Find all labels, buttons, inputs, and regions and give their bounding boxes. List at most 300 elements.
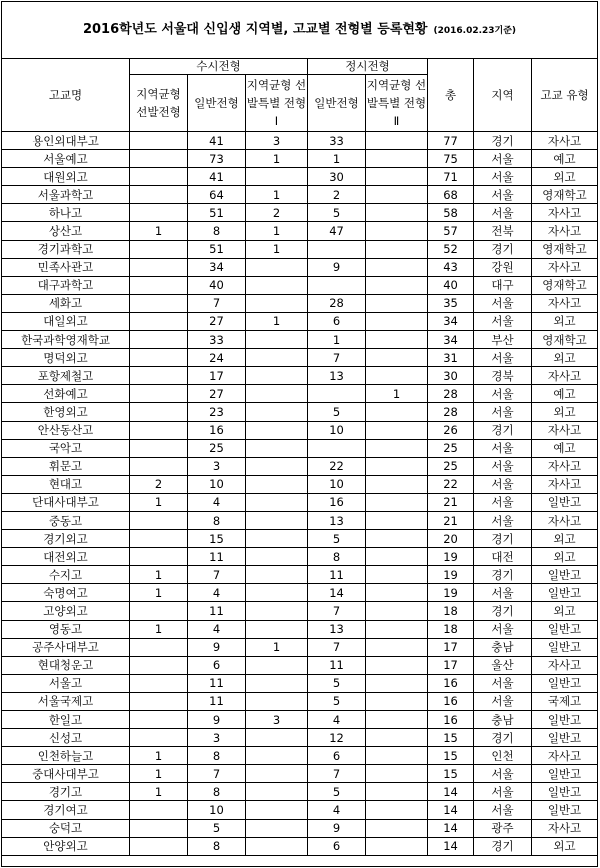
total-cell: 68 — [428, 186, 474, 204]
school-cell: 대구과학고 — [2, 276, 130, 294]
susi-special-cell — [246, 692, 308, 710]
region-cell: 경기 — [474, 602, 532, 620]
total-cell: 35 — [428, 294, 474, 312]
susi-regional-cell — [130, 457, 188, 475]
susi-general-cell: 73 — [188, 150, 246, 168]
total-cell: 40 — [428, 276, 474, 294]
jeongsi-special-cell — [366, 222, 428, 240]
school-cell: 서울국제고 — [2, 692, 130, 710]
susi-special-cell — [246, 258, 308, 276]
table-row — [2, 204, 598, 222]
jeongsi-special-cell — [366, 801, 428, 819]
susi-regional-cell — [130, 530, 188, 548]
region-cell: 경기 — [474, 240, 532, 258]
type-cell: 외고 — [532, 168, 598, 186]
susi-regional-cell — [130, 439, 188, 457]
region-cell: 전북 — [474, 222, 532, 240]
type-cell: 외고 — [532, 837, 598, 855]
jeongsi-special-cell — [366, 656, 428, 674]
susi-special-cell — [246, 729, 308, 747]
type-cell: 자사고 — [532, 457, 598, 475]
susi-regional-cell — [130, 819, 188, 837]
susi-general-cell: 27 — [188, 312, 246, 330]
total-cell: 16 — [428, 674, 474, 692]
susi-special-cell: 3 — [246, 132, 308, 150]
susi-regional-cell — [130, 638, 188, 656]
susi-special-cell — [246, 294, 308, 312]
susi-general-cell: 16 — [188, 421, 246, 439]
region-cell: 경기 — [474, 132, 532, 150]
table-row — [2, 240, 598, 258]
susi-regional-cell — [130, 186, 188, 204]
region-cell: 서울 — [474, 584, 532, 602]
susi-special-cell: 1 — [246, 222, 308, 240]
region-cell: 서울 — [474, 349, 532, 367]
jeongsi-general-cell: 10 — [308, 475, 366, 493]
jeongsi-special-cell — [366, 511, 428, 529]
total-cell: 14 — [428, 801, 474, 819]
susi-regional-cell — [130, 294, 188, 312]
jeongsi-special-cell — [366, 819, 428, 837]
header-susi-regional: 지역균형 선발전형 — [130, 75, 188, 132]
jeongsi-special-cell — [366, 475, 428, 493]
table-row — [2, 421, 598, 439]
total-cell: 31 — [428, 349, 474, 367]
susi-special-cell: 1 — [246, 186, 308, 204]
susi-general-cell: 41 — [188, 168, 246, 186]
type-cell: 일반고 — [532, 493, 598, 511]
table-row — [2, 711, 598, 729]
susi-general-cell: 3 — [188, 729, 246, 747]
header-jeongsi-special: 지역균형 선발특별 전형Ⅱ — [366, 75, 428, 132]
table-row — [2, 312, 598, 330]
susi-regional-cell: 1 — [130, 566, 188, 584]
susi-special-cell — [246, 584, 308, 602]
total-cell: 17 — [428, 656, 474, 674]
susi-general-cell: 51 — [188, 204, 246, 222]
jeongsi-special-cell — [366, 150, 428, 168]
type-cell: 영재학고 — [532, 331, 598, 349]
total-cell: 15 — [428, 765, 474, 783]
region-cell: 충남 — [474, 638, 532, 656]
jeongsi-general-cell: 11 — [308, 656, 366, 674]
school-cell: 휘문고 — [2, 457, 130, 475]
header-school: 고교명 — [2, 59, 130, 132]
header-jeongsi-group: 정시전형 — [308, 59, 428, 75]
susi-general-cell: 8 — [188, 837, 246, 855]
header-total: 총 — [428, 59, 474, 132]
susi-general-cell: 41 — [188, 132, 246, 150]
susi-regional-cell — [130, 837, 188, 855]
susi-regional-cell: 1 — [130, 747, 188, 765]
region-cell: 인천 — [474, 747, 532, 765]
table-row — [2, 294, 598, 312]
susi-general-cell: 34 — [188, 258, 246, 276]
school-cell: 서울고 — [2, 674, 130, 692]
total-cell: 34 — [428, 312, 474, 330]
school-cell: 대일외고 — [2, 312, 130, 330]
jeongsi-general-cell: 1 — [308, 150, 366, 168]
susi-general-cell: 11 — [188, 548, 246, 566]
jeongsi-special-cell: 1 — [366, 385, 428, 403]
susi-regional-cell — [130, 204, 188, 222]
susi-regional-cell — [130, 801, 188, 819]
total-cell: 21 — [428, 511, 474, 529]
susi-general-cell: 64 — [188, 186, 246, 204]
susi-special-cell — [246, 511, 308, 529]
table-row — [2, 475, 598, 493]
susi-general-cell: 11 — [188, 692, 246, 710]
jeongsi-special-cell — [366, 765, 428, 783]
total-cell: 17 — [428, 638, 474, 656]
susi-regional-cell — [130, 403, 188, 421]
header-susi-special: 지역균형 선발특별 전형Ⅰ — [246, 75, 308, 132]
total-cell: 43 — [428, 258, 474, 276]
susi-special-cell — [246, 566, 308, 584]
susi-special-cell — [246, 656, 308, 674]
susi-special-cell — [246, 276, 308, 294]
region-cell: 서울 — [474, 801, 532, 819]
report-frame — [1, 1, 598, 867]
school-cell: 중동고 — [2, 511, 130, 529]
type-cell: 일반고 — [532, 783, 598, 801]
susi-special-cell — [246, 403, 308, 421]
susi-regional-cell: 1 — [130, 765, 188, 783]
jeongsi-special-cell — [366, 493, 428, 511]
susi-regional-cell — [130, 168, 188, 186]
jeongsi-general-cell: 13 — [308, 511, 366, 529]
region-cell: 서울 — [474, 674, 532, 692]
total-cell: 14 — [428, 783, 474, 801]
jeongsi-special-cell — [366, 584, 428, 602]
type-cell: 일반고 — [532, 801, 598, 819]
jeongsi-special-cell — [366, 276, 428, 294]
region-cell: 서울 — [474, 765, 532, 783]
susi-general-cell: 11 — [188, 602, 246, 620]
susi-special-cell — [246, 837, 308, 855]
susi-special-cell — [246, 457, 308, 475]
type-cell: 예고 — [532, 439, 598, 457]
jeongsi-special-cell — [366, 674, 428, 692]
susi-regional-cell: 1 — [130, 222, 188, 240]
jeongsi-general-cell — [308, 439, 366, 457]
susi-special-cell: 1 — [246, 638, 308, 656]
region-cell: 부산 — [474, 331, 532, 349]
total-cell: 34 — [428, 331, 474, 349]
type-cell: 외고 — [532, 403, 598, 421]
region-cell: 서울 — [474, 511, 532, 529]
susi-special-cell — [246, 493, 308, 511]
jeongsi-special-cell — [366, 294, 428, 312]
total-cell: 26 — [428, 421, 474, 439]
report-title — [2, 2, 597, 58]
susi-special-cell — [246, 765, 308, 783]
title-text: 2016학년도 서울대 신입생 지역별, 고교별 전형별 등록현황 — [82, 22, 428, 37]
jeongsi-special-cell — [366, 349, 428, 367]
school-cell: 용인외대부고 — [2, 132, 130, 150]
region-cell: 충남 — [474, 711, 532, 729]
jeongsi-general-cell: 6 — [308, 837, 366, 855]
jeongsi-general-cell — [308, 385, 366, 403]
susi-general-cell: 6 — [188, 656, 246, 674]
type-cell: 일반고 — [532, 620, 598, 638]
jeongsi-special-cell — [366, 530, 428, 548]
school-cell: 대원외고 — [2, 168, 130, 186]
region-cell: 서울 — [474, 620, 532, 638]
susi-regional-cell — [130, 349, 188, 367]
jeongsi-general-cell — [308, 240, 366, 258]
type-cell: 자사고 — [532, 421, 598, 439]
type-cell: 외고 — [532, 312, 598, 330]
total-cell: 57 — [428, 222, 474, 240]
total-cell: 15 — [428, 729, 474, 747]
jeongsi-special-cell — [366, 837, 428, 855]
region-cell: 경북 — [474, 367, 532, 385]
region-cell: 서울 — [474, 783, 532, 801]
susi-general-cell: 40 — [188, 276, 246, 294]
total-cell: 77 — [428, 132, 474, 150]
table-row — [2, 692, 598, 710]
school-cell: 상산고 — [2, 222, 130, 240]
school-cell: 신성고 — [2, 729, 130, 747]
type-cell: 자사고 — [532, 475, 598, 493]
total-cell: 14 — [428, 819, 474, 837]
type-cell: 자사고 — [532, 747, 598, 765]
region-cell: 강원 — [474, 258, 532, 276]
school-cell: 한영외고 — [2, 403, 130, 421]
jeongsi-general-cell: 30 — [308, 168, 366, 186]
susi-general-cell: 17 — [188, 367, 246, 385]
susi-general-cell: 27 — [188, 385, 246, 403]
susi-general-cell: 11 — [188, 674, 246, 692]
header-region: 지역 — [474, 59, 532, 132]
susi-special-cell — [246, 674, 308, 692]
total-cell: 25 — [428, 439, 474, 457]
table-row — [2, 511, 598, 529]
total-cell: 14 — [428, 837, 474, 855]
susi-special-cell: 1 — [246, 150, 308, 168]
table-row — [2, 765, 598, 783]
table-row — [2, 530, 598, 548]
susi-special-cell — [246, 801, 308, 819]
susi-regional-cell — [130, 367, 188, 385]
table-row — [2, 132, 598, 150]
total-cell: 19 — [428, 548, 474, 566]
jeongsi-special-cell — [366, 548, 428, 566]
school-cell: 고양외고 — [2, 602, 130, 620]
table-row — [2, 168, 598, 186]
school-cell: 숙명여고 — [2, 584, 130, 602]
jeongsi-special-cell — [366, 186, 428, 204]
total-cell: 52 — [428, 240, 474, 258]
susi-regional-cell: 1 — [130, 783, 188, 801]
table-row — [2, 367, 598, 385]
table-row — [2, 819, 598, 837]
susi-general-cell: 4 — [188, 493, 246, 511]
jeongsi-special-cell — [366, 168, 428, 186]
jeongsi-special-cell — [366, 421, 428, 439]
type-cell: 예고 — [532, 385, 598, 403]
table-row — [2, 837, 598, 855]
susi-regional-cell — [130, 331, 188, 349]
jeongsi-general-cell: 11 — [308, 566, 366, 584]
total-cell: 19 — [428, 584, 474, 602]
jeongsi-general-cell: 6 — [308, 747, 366, 765]
susi-regional-cell — [130, 692, 188, 710]
table-row — [2, 548, 598, 566]
susi-regional-cell — [130, 511, 188, 529]
table-row — [2, 493, 598, 511]
jeongsi-special-cell — [366, 403, 428, 421]
school-cell: 현대고 — [2, 475, 130, 493]
susi-regional-cell — [130, 258, 188, 276]
table-row — [2, 801, 598, 819]
jeongsi-special-cell — [366, 331, 428, 349]
susi-regional-cell: 1 — [130, 493, 188, 511]
type-cell: 자사고 — [532, 258, 598, 276]
type-cell: 자사고 — [532, 511, 598, 529]
school-cell: 하나고 — [2, 204, 130, 222]
total-cell: 58 — [428, 204, 474, 222]
jeongsi-general-cell: 4 — [308, 801, 366, 819]
total-cell: 28 — [428, 385, 474, 403]
jeongsi-special-cell — [366, 620, 428, 638]
susi-general-cell: 10 — [188, 801, 246, 819]
table-row — [2, 602, 598, 620]
region-cell: 서울 — [474, 186, 532, 204]
jeongsi-general-cell: 5 — [308, 530, 366, 548]
susi-general-cell: 7 — [188, 566, 246, 584]
table-row — [2, 186, 598, 204]
susi-general-cell: 3 — [188, 457, 246, 475]
region-cell: 서울 — [474, 475, 532, 493]
jeongsi-general-cell: 5 — [308, 204, 366, 222]
region-cell: 서울 — [474, 385, 532, 403]
jeongsi-general-cell: 6 — [308, 312, 366, 330]
susi-special-cell — [246, 475, 308, 493]
region-cell: 경기 — [474, 530, 532, 548]
total-cell: 28 — [428, 403, 474, 421]
header-type: 고교 유형 — [532, 59, 598, 132]
table-row — [2, 783, 598, 801]
table-row — [2, 150, 598, 168]
region-cell: 경기 — [474, 421, 532, 439]
school-cell: 수지고 — [2, 566, 130, 584]
susi-general-cell: 7 — [188, 294, 246, 312]
type-cell: 영재학고 — [532, 240, 598, 258]
jeongsi-special-cell — [366, 132, 428, 150]
jeongsi-special-cell — [366, 711, 428, 729]
type-cell: 일반고 — [532, 711, 598, 729]
susi-regional-cell — [130, 711, 188, 729]
susi-general-cell: 10 — [188, 475, 246, 493]
school-cell: 안산동산고 — [2, 421, 130, 439]
type-cell: 자사고 — [532, 367, 598, 385]
total-cell: 22 — [428, 475, 474, 493]
susi-general-cell: 5 — [188, 819, 246, 837]
jeongsi-special-cell — [366, 312, 428, 330]
susi-special-cell — [246, 602, 308, 620]
total-cell: 25 — [428, 457, 474, 475]
region-cell: 서울 — [474, 150, 532, 168]
susi-general-cell: 4 — [188, 584, 246, 602]
susi-special-cell — [246, 421, 308, 439]
susi-general-cell: 51 — [188, 240, 246, 258]
susi-general-cell: 33 — [188, 331, 246, 349]
susi-special-cell — [246, 367, 308, 385]
susi-general-cell: 8 — [188, 747, 246, 765]
header-susi-general: 일반전형 — [188, 75, 246, 132]
jeongsi-special-cell — [366, 638, 428, 656]
susi-special-cell: 2 — [246, 204, 308, 222]
region-cell: 서울 — [474, 294, 532, 312]
table-row — [2, 566, 598, 584]
jeongsi-general-cell: 13 — [308, 367, 366, 385]
type-cell: 국제고 — [532, 692, 598, 710]
date-note: (2016.02.23기준) — [433, 26, 517, 36]
susi-regional-cell — [130, 312, 188, 330]
jeongsi-special-cell — [366, 439, 428, 457]
jeongsi-general-cell: 8 — [308, 548, 366, 566]
jeongsi-general-cell: 2 — [308, 186, 366, 204]
school-cell: 세화고 — [2, 294, 130, 312]
jeongsi-special-cell — [366, 367, 428, 385]
school-cell: 경기여고 — [2, 801, 130, 819]
school-cell: 한국과학영재학교 — [2, 331, 130, 349]
header-susi-group: 수시전형 — [130, 59, 308, 75]
susi-regional-cell — [130, 729, 188, 747]
type-cell: 자사고 — [532, 294, 598, 312]
jeongsi-general-cell: 33 — [308, 132, 366, 150]
jeongsi-general-cell: 7 — [308, 765, 366, 783]
school-cell: 민족사관고 — [2, 258, 130, 276]
jeongsi-special-cell — [366, 747, 428, 765]
jeongsi-general-cell: 4 — [308, 711, 366, 729]
type-cell: 자사고 — [532, 132, 598, 150]
region-cell: 서울 — [474, 493, 532, 511]
jeongsi-general-cell: 7 — [308, 602, 366, 620]
jeongsi-special-cell — [366, 240, 428, 258]
table-row — [2, 258, 598, 276]
susi-special-cell — [246, 530, 308, 548]
susi-special-cell — [246, 620, 308, 638]
type-cell: 영재학고 — [532, 276, 598, 294]
school-cell: 국악고 — [2, 439, 130, 457]
jeongsi-general-cell: 1 — [308, 331, 366, 349]
region-cell: 서울 — [474, 312, 532, 330]
type-cell: 일반고 — [532, 584, 598, 602]
table-row — [2, 638, 598, 656]
jeongsi-general-cell: 5 — [308, 692, 366, 710]
table-row — [2, 620, 598, 638]
jeongsi-special-cell — [366, 566, 428, 584]
susi-special-cell — [246, 548, 308, 566]
type-cell: 일반고 — [532, 638, 598, 656]
region-cell: 대구 — [474, 276, 532, 294]
total-cell: 71 — [428, 168, 474, 186]
school-cell: 경기외고 — [2, 530, 130, 548]
enrollment-table — [1, 58, 598, 856]
region-cell: 서울 — [474, 439, 532, 457]
susi-general-cell: 24 — [188, 349, 246, 367]
type-cell: 자사고 — [532, 819, 598, 837]
type-cell: 외고 — [532, 548, 598, 566]
school-cell: 중대사대부고 — [2, 765, 130, 783]
susi-special-cell — [246, 168, 308, 186]
jeongsi-general-cell: 22 — [308, 457, 366, 475]
region-cell: 서울 — [474, 403, 532, 421]
susi-regional-cell: 2 — [130, 475, 188, 493]
